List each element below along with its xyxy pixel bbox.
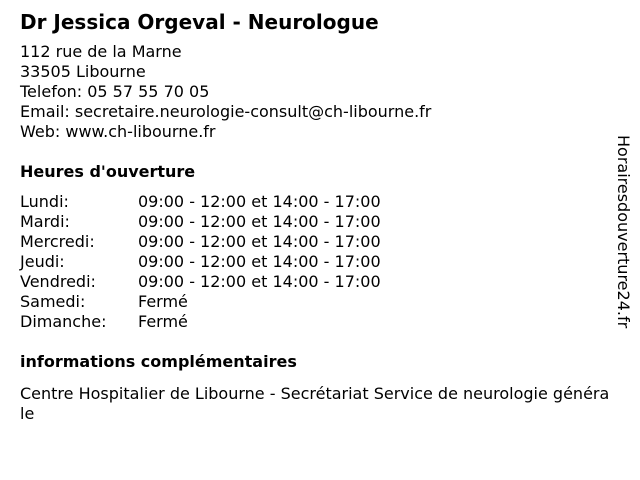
hours-table <box>20 192 610 332</box>
address-block <box>20 42 610 142</box>
phone-text: Telefon: 05 57 55 70 05 <box>20 82 210 101</box>
day-label: Mardi: <box>20 212 70 231</box>
city-address: 33505 Libourne <box>20 62 146 81</box>
time-value: 09:00 - 12:00 et 14:00 - 17:00 <box>138 192 381 211</box>
practice-card <box>20 8 610 424</box>
time-value: 09:00 - 12:00 et 14:00 - 17:00 <box>138 252 381 271</box>
day-label: Lundi: <box>20 192 69 211</box>
time-value: Fermé <box>138 312 188 331</box>
hours-row <box>20 292 610 312</box>
hours-heading: Heures d'ouverture <box>20 162 196 181</box>
hours-row <box>20 252 610 272</box>
hours-row <box>20 272 610 292</box>
day-label: Vendredi: <box>20 272 96 291</box>
hours-row <box>20 192 610 212</box>
hours-row <box>20 232 610 252</box>
day-label: Dimanche: <box>20 312 107 331</box>
hours-row <box>20 312 610 332</box>
page-title: Dr Jessica Orgeval - Neurologue <box>20 10 379 34</box>
site-watermark: Horairesdouverture24.fr <box>614 135 633 329</box>
day-label: Mercredi: <box>20 232 95 251</box>
street-address: 112 rue de la Marne <box>20 42 182 61</box>
day-label: Jeudi: <box>20 252 65 271</box>
web-text: Web: www.ch-libourne.fr <box>20 122 216 141</box>
hours-row <box>20 212 610 232</box>
day-label: Samedi: <box>20 292 86 311</box>
info-heading: informations complémentaires <box>20 352 297 371</box>
time-value: 09:00 - 12:00 et 14:00 - 17:00 <box>138 272 381 291</box>
time-value: 09:00 - 12:00 et 14:00 - 17:00 <box>138 212 381 231</box>
time-value: Fermé <box>138 292 188 311</box>
time-value: 09:00 - 12:00 et 14:00 - 17:00 <box>138 232 381 251</box>
email-text: Email: secretaire.neurologie-consult@ch-libourne.fr <box>20 102 432 121</box>
info-description: Centre Hospitalier de Libourne - Secrétariat Service de neurologie générale <box>20 384 610 423</box>
